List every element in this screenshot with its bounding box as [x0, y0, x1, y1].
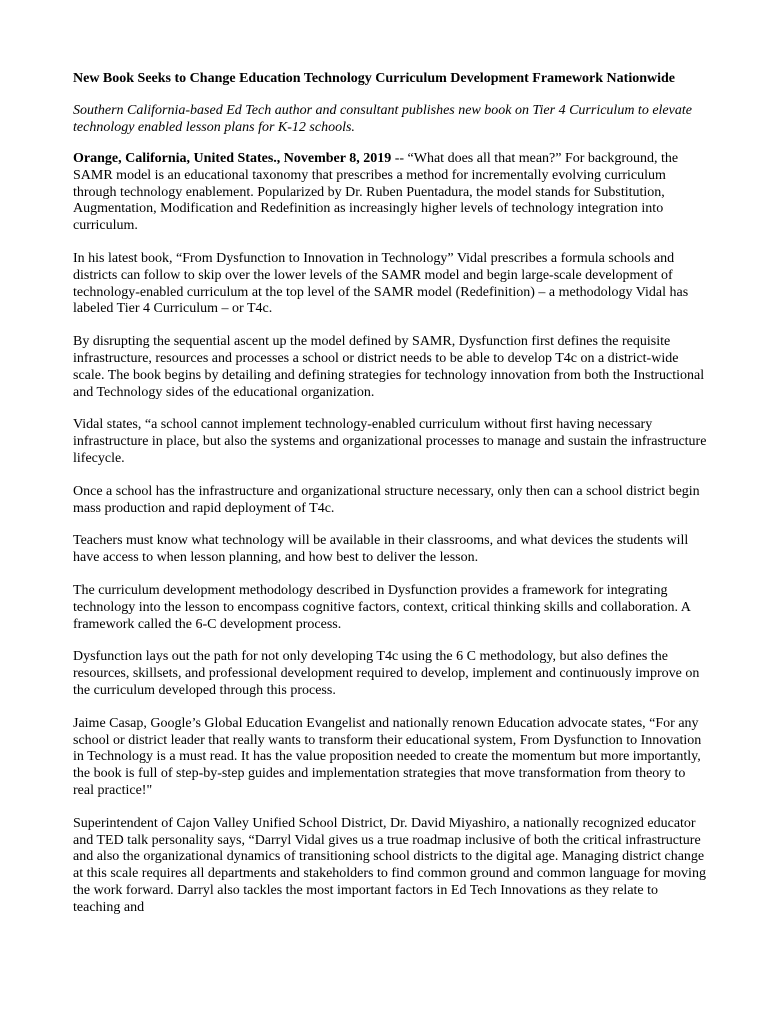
document-subheadline: Southern California-based Ed Tech author and consultant publishes new book on Tier 4 Curriculum to elevate technology enabled lesson plans for K-12 schools.: [73, 103, 692, 135]
body-paragraph: In his latest book, “From Dysfunction to Innovation in Technology” Vidal prescribes a formula schools and districts can follow to skip over the lower levels of the SAMR model and begin large-scale development of technology-enabled curriculum at the top level of the SAMR model (Redefinition) – a methodology Vidal has labeled Tier 4 Curriculum – or T4c.: [73, 250, 689, 317]
body-paragraph: The curriculum development methodology described in Dysfunction provides a framework for integrating technology into the lesson to encompass cognitive factors, context, critical thinking skills and collaboration. A framework called the 6-C development process.: [73, 582, 691, 632]
body-paragraph: Superintendent of Cajon Valley Unified School District, Dr. David Miyashiro, a nationally recognized educator and TED talk personality says, “Darryl Vidal gives us a true roadmap inclusive of both the critical infrastructure and also the organizational dynamics of transitioning school districts to the digital age. Managing district change at this scale requires all departments and stakeholders to find common ground and common language for moving the work forward. Darryl also tackles the most important factors in Ed Tech Innovations as they relate to teaching and: [73, 815, 706, 915]
body-paragraph: Teachers must know what technology will be available in their classrooms, and what devices the students will have access to when lesson planning, and how best to deliver the lesson.: [73, 533, 689, 566]
body-paragraph: Vidal states, “a school cannot implement technology-enabled curriculum without first having necessary infrastructure in place, but also the systems and organizational processes to manage and sustain the infrastructure lifecycle.: [73, 417, 707, 466]
lead-text: -- “What does all that mean?” For background, the SAMR model is an educational taxonomy that prescribes a method for incrementally evolving curriculum through technology enablement. Popularized by Dr. Ruben Puentadura, the model stands for Substitution, Augmentation, Modification and Redefinition as increasingly higher levels of technology integration into curriculum.: [73, 151, 679, 234]
lead-paragraph: [73, 151, 708, 235]
body-paragraph: By disrupting the sequential ascent up the model defined by SAMR, Dysfunction first defines the requisite infrastructure, resources and processes a school or district needs to be able to develop T4c on a district-wide scale. The book begins by detailing and defining strategies for technology innovation from both the Instructional and Technology sides of the educational organization.: [73, 334, 705, 400]
body-paragraph: Jaime Casap, Google’s Global Education Evangelist and nationally renown Education advocate states, “For any school or district leader that really wants to transform their educational system, From Dysfunction to Innovation in Technology is a must read. It has the value proposition needed to create the momentum but more importantly, the book is full of step-by-step guides and implementation strategies that move transformation from theory to real practice!": [73, 715, 702, 798]
dateline: Orange, California, United States., November 8, 2019: [73, 151, 392, 166]
document-title: New Book Seeks to Change Education Technology Curriculum Development Framework Nationwide: [73, 71, 676, 86]
body-paragraph: Dysfunction lays out the path for not only developing T4c using the 6 C methodology, but also defines the resources, skillsets, and professional development required to develop, implement and continuously improve on the curriculum developed through this process.: [73, 649, 700, 698]
body-paragraph: Once a school has the infrastructure and organizational structure necessary, only then can a school district begin mass production and rapid deployment of T4c.: [73, 483, 700, 516]
